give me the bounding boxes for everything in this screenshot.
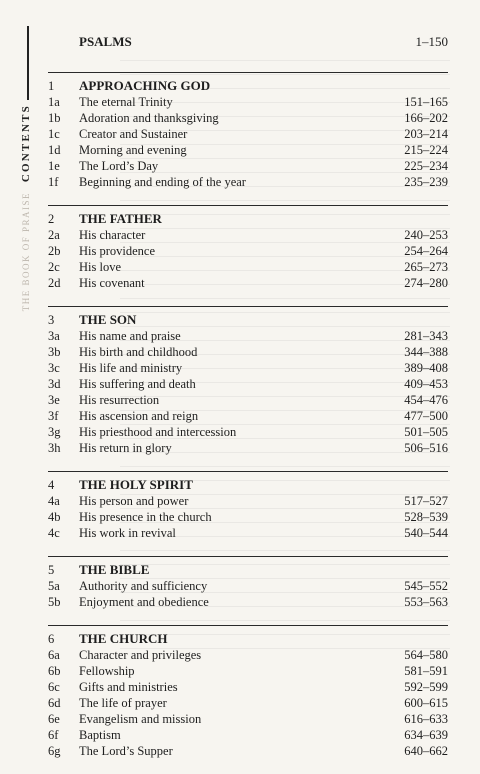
entry-number: 1e [48, 159, 60, 173]
entry-number: 6g [48, 744, 61, 758]
entry-number: 3g [48, 425, 61, 439]
entry-range: 166–202 [404, 111, 448, 125]
section-title: THE SON [79, 312, 137, 327]
contents-list [48, 34, 448, 774]
contents-entry[interactable] [48, 377, 448, 393]
sections-container [48, 72, 448, 760]
entry-label: The Lord’s Supper [79, 744, 173, 758]
entry-range: 281–343 [404, 329, 448, 343]
contents-entry[interactable] [48, 510, 448, 526]
entry-number: 3c [48, 361, 60, 375]
section-number: 2 [48, 212, 55, 226]
entry-range: 215–224 [404, 143, 448, 157]
contents-entry[interactable] [48, 228, 448, 244]
side-tab [12, 26, 34, 311]
contents-entry[interactable] [48, 409, 448, 425]
contents-entry[interactable] [48, 648, 448, 664]
entry-number: 6f [48, 728, 59, 742]
entry-number: 2c [48, 260, 60, 274]
entry-range: 254–264 [404, 244, 448, 258]
entry-label: His priesthood and intercession [79, 425, 237, 439]
section [48, 205, 448, 292]
contents-entry[interactable] [48, 127, 448, 143]
section [48, 72, 448, 191]
entry-range: 203–214 [404, 127, 448, 141]
section-title: THE CHURCH [79, 631, 168, 646]
entry-number: 2b [48, 244, 61, 258]
entry-number: 3a [48, 329, 60, 343]
entry-number: 2a [48, 228, 60, 242]
entry-range: 506–516 [404, 441, 448, 455]
entry-number: 4a [48, 494, 60, 508]
contents-entry[interactable] [48, 175, 448, 191]
section [48, 306, 448, 457]
entry-label: His work in revival [79, 526, 176, 540]
entry-range: 240–253 [404, 228, 448, 242]
section-heading[interactable] [48, 211, 448, 228]
entry-range: 581–591 [404, 664, 448, 678]
entry-label: Creator and Sustainer [79, 127, 188, 141]
entry-number: 6d [48, 696, 61, 710]
entry-range: 235–239 [404, 175, 448, 189]
entry-number: 1f [48, 175, 59, 189]
entry-label: His resurrection [79, 393, 160, 407]
entry-label: Evangelism and mission [79, 712, 202, 726]
entry-number: 1c [48, 127, 60, 141]
contents-entry[interactable] [48, 276, 448, 292]
entry-label: Authority and sufficiency [79, 579, 208, 593]
entry-label: His providence [79, 244, 156, 258]
section-number: 4 [48, 478, 55, 492]
contents-entry[interactable] [48, 696, 448, 712]
entry-label: Gifts and ministries [79, 680, 178, 694]
entry-label: Enjoyment and obedience [79, 595, 209, 609]
contents-entry[interactable] [48, 329, 448, 345]
entry-label: Character and privileges [79, 648, 202, 662]
contents-entry[interactable] [48, 143, 448, 159]
entry-number: 6b [48, 664, 61, 678]
section-title: THE BIBLE [79, 562, 150, 577]
entry-label: His life and ministry [79, 361, 183, 375]
section-number: 1 [48, 79, 55, 93]
entry-number: 2d [48, 276, 61, 290]
entry-range: 592–599 [404, 680, 448, 694]
entry-range: 501–505 [404, 425, 448, 439]
contents-entry[interactable] [48, 393, 448, 409]
entry-range: 640–662 [404, 744, 448, 758]
contents-entry[interactable] [48, 441, 448, 457]
contents-entry[interactable] [48, 425, 448, 441]
entry-range: 553–563 [404, 595, 448, 609]
entry-number: 6c [48, 680, 60, 694]
contents-entry[interactable] [48, 595, 448, 611]
section [48, 556, 448, 611]
section-title: THE HOLY SPIRIT [79, 477, 193, 492]
contents-entry[interactable] [48, 680, 448, 696]
entry-number: 1a [48, 95, 60, 109]
entry-number: 3e [48, 393, 60, 407]
section-heading[interactable] [48, 312, 448, 329]
entry-label: Fellowship [79, 664, 135, 678]
contents-entry[interactable] [48, 111, 448, 127]
entry-label: The Lord’s Day [79, 159, 159, 173]
entry-label: His covenant [79, 276, 145, 290]
contents-entry[interactable] [48, 244, 448, 260]
entry-number: 1b [48, 111, 61, 125]
contents-entry[interactable] [48, 664, 448, 680]
side-faint-text: THE BOOK OF PRAISE [21, 192, 31, 312]
entry-number: 5b [48, 595, 61, 609]
entry-range: 517–527 [404, 494, 448, 508]
section-number: 5 [48, 563, 55, 577]
entry-range: 600–615 [404, 696, 448, 710]
entry-label: The life of prayer [79, 696, 167, 710]
section [48, 625, 448, 760]
entry-number: 3h [48, 441, 61, 455]
contents-entry[interactable] [48, 526, 448, 542]
section [48, 471, 448, 542]
entry-number: 3d [48, 377, 61, 391]
section-title: THE FATHER [79, 211, 162, 226]
entry-label: His ascension and reign [79, 409, 199, 423]
contents-entry[interactable] [48, 579, 448, 595]
entry-label: Morning and evening [79, 143, 187, 157]
contents-entry[interactable] [48, 361, 448, 377]
entry-number: 3b [48, 345, 61, 359]
entry-label: His love [79, 260, 122, 274]
psalms-row[interactable] [48, 34, 448, 58]
section-number: 3 [48, 313, 55, 327]
psalms-range: 1–150 [415, 34, 448, 49]
entry-label: Adoration and thanksgiving [79, 111, 219, 125]
section-number: 6 [48, 632, 55, 646]
entry-label: His birth and childhood [79, 345, 198, 359]
entry-label: His presence in the church [79, 510, 212, 524]
entry-number: 6a [48, 648, 60, 662]
entry-range: 274–280 [404, 276, 448, 290]
entry-label: His suffering and death [79, 377, 196, 391]
side-rule [27, 26, 29, 100]
entry-range: 545–552 [404, 579, 448, 593]
section-heading[interactable] [48, 477, 448, 494]
entry-range: 540–544 [404, 526, 448, 540]
psalms-title: PSALMS [79, 34, 132, 49]
entry-range: 265–273 [404, 260, 448, 274]
entry-label: The eternal Trinity [79, 95, 173, 109]
entry-label: His character [79, 228, 146, 242]
entry-range: 409–453 [404, 377, 448, 391]
entry-range: 616–633 [404, 712, 448, 726]
entry-label: Baptism [79, 728, 121, 742]
contents-entry[interactable] [48, 95, 448, 111]
entry-range: 634–639 [404, 728, 448, 742]
entry-range: 344–388 [404, 345, 448, 359]
contents-entry[interactable] [48, 744, 448, 760]
entry-number: 6e [48, 712, 60, 726]
entry-number: 4b [48, 510, 61, 524]
side-label: CONTENTS [20, 104, 32, 183]
entry-range: 528–539 [404, 510, 448, 524]
entry-range: 389–408 [404, 361, 448, 375]
entry-range: 225–234 [404, 159, 448, 173]
contents-entry[interactable] [48, 159, 448, 175]
entry-number: 1d [48, 143, 61, 157]
entry-range: 151–165 [404, 95, 448, 109]
entry-range: 477–500 [404, 409, 448, 423]
section-heading[interactable] [48, 78, 448, 95]
contents-entry[interactable] [48, 260, 448, 276]
contents-entry[interactable] [48, 345, 448, 361]
section-title: APPROACHING GOD [79, 78, 211, 93]
section-heading[interactable] [48, 562, 448, 579]
entry-range: 454–476 [404, 393, 448, 407]
entry-label: Beginning and ending of the year [79, 175, 246, 189]
entry-label: His return in glory [79, 441, 172, 455]
contents-entry[interactable] [48, 728, 448, 744]
contents-entry[interactable] [48, 712, 448, 728]
entry-label: His name and praise [79, 329, 181, 343]
entry-number: 4c [48, 526, 60, 540]
section-heading[interactable] [48, 631, 448, 648]
entry-number: 3f [48, 409, 59, 423]
contents-entry[interactable] [48, 494, 448, 510]
entry-label: His person and power [79, 494, 189, 508]
entry-number: 5a [48, 579, 60, 593]
entry-range: 564–580 [404, 648, 448, 662]
